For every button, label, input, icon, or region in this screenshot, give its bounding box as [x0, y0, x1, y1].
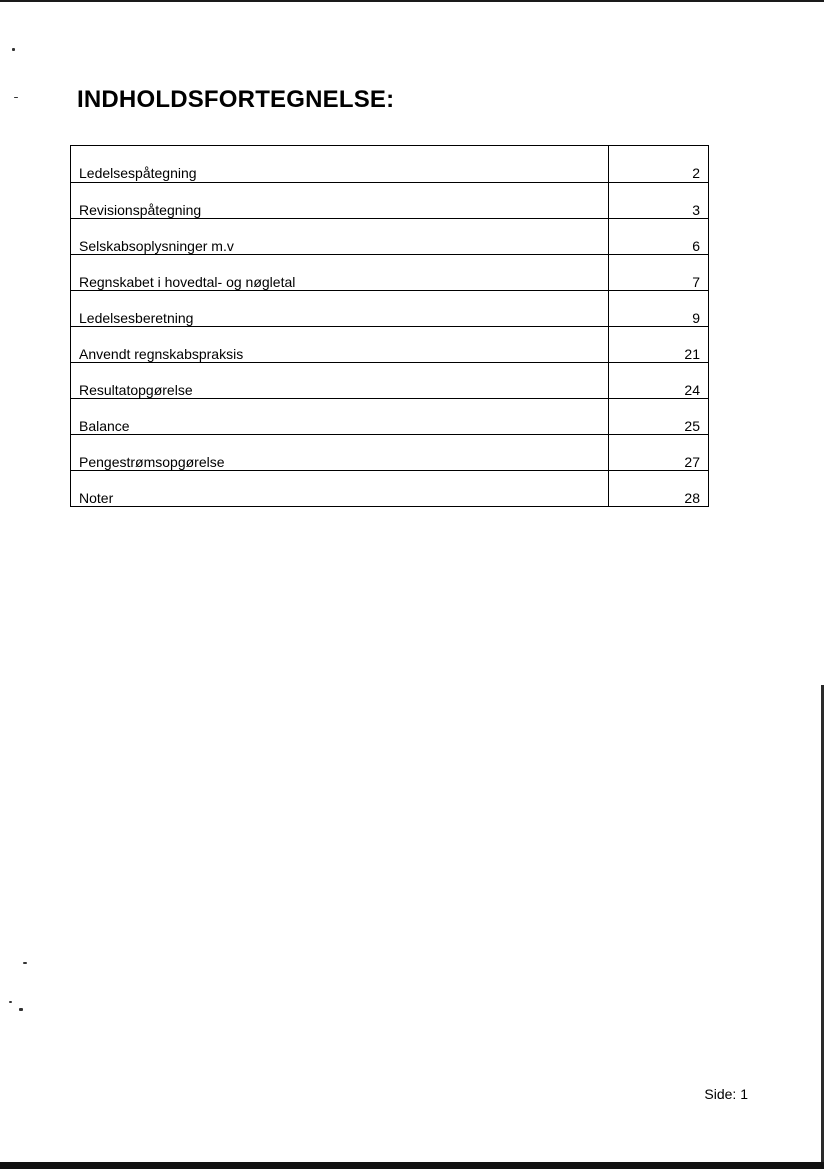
toc-entry-page: 3 — [692, 202, 700, 218]
scan-speck — [9, 1001, 12, 1003]
toc-entry-page: 21 — [684, 346, 700, 362]
toc-entry-page: 7 — [692, 274, 700, 290]
toc-entry-page: 2 — [692, 165, 700, 181]
toc-entry-title: Noter — [71, 471, 609, 506]
page-number-footer: Side: 1 — [704, 1086, 748, 1102]
toc-entry-title: Selskabsoplysninger m.v — [71, 219, 609, 254]
toc-entry-title: Ledelsesberetning — [71, 291, 609, 326]
toc-entry-title: Ledelsespåtegning — [71, 146, 609, 182]
page-title: INDHOLDSFORTEGNELSE: — [77, 86, 395, 113]
toc-entry-title: Anvendt regnskabspraksis — [71, 327, 609, 362]
scan-speck — [12, 48, 15, 51]
toc-row — [71, 326, 708, 362]
toc-entry-page: 6 — [692, 238, 700, 254]
toc-row — [71, 254, 708, 290]
toc-row — [71, 182, 708, 218]
toc-row — [71, 398, 708, 434]
toc-entry-page: 27 — [684, 454, 700, 470]
scan-edge-top — [0, 0, 824, 2]
toc-entry-title: Pengestrømsopgørelse — [71, 435, 609, 470]
toc-row — [71, 434, 708, 470]
toc-entry-page: 9 — [692, 310, 700, 326]
toc-row — [71, 470, 708, 506]
toc-entry-page: 24 — [684, 382, 700, 398]
scan-speck — [14, 97, 18, 98]
toc-entry-title: Balance — [71, 399, 609, 434]
scan-speck — [23, 962, 27, 964]
toc-entry-title: Revisionspåtegning — [71, 183, 609, 218]
scan-edge-bottom — [0, 1162, 824, 1169]
toc-entry-page: 28 — [684, 490, 700, 506]
table-of-contents — [70, 145, 709, 507]
toc-row — [71, 146, 708, 182]
toc-entry-title: Regnskabet i hovedtal- og nøgletal — [71, 255, 609, 290]
toc-entry-title: Resultatopgørelse — [71, 363, 609, 398]
toc-row — [71, 290, 708, 326]
scan-speck — [19, 1008, 23, 1011]
toc-entry-page: 25 — [684, 418, 700, 434]
toc-row — [71, 362, 708, 398]
toc-row — [71, 218, 708, 254]
